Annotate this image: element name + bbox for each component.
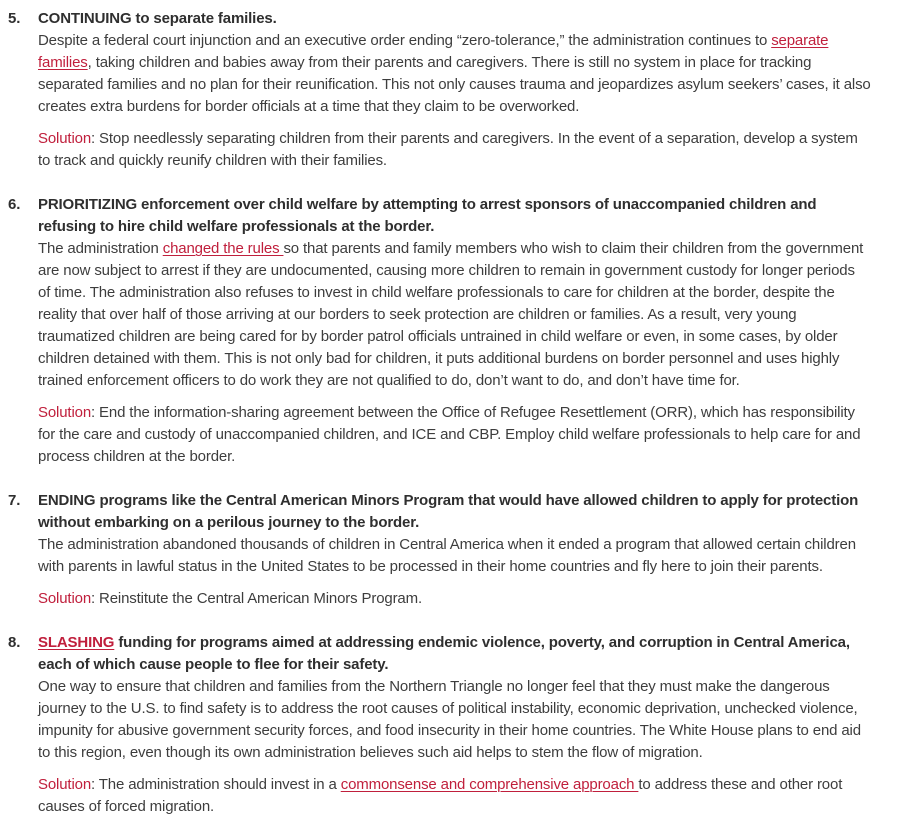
item-body xyxy=(38,534,871,578)
text-run: : Reinstitute the Central American Minors Program. xyxy=(91,590,422,607)
solution-label: Solution xyxy=(38,130,92,147)
item-solution xyxy=(38,128,871,172)
text-run: to address these and other root causes of forced migration. xyxy=(38,776,843,815)
text-run: One way to ensure that children and families from the Northern Triangle no longer feel that they must make the dangerous journey to the U.S. to find safety is to address the root causes of political instability, economic deprivation, unchecked violence, impunity for abusive government security forces, and food insecurity in their home countries. The White House plans to end aid to this region, even though its own administration believes such aid helps to stem the flow of migration. xyxy=(38,678,861,761)
list-item xyxy=(8,632,871,818)
list-item xyxy=(8,8,871,172)
text-run: CONTINUING to separate families. xyxy=(38,10,277,27)
text-run: : Stop needlessly separating children from their parents and caregivers. In the event of a separation, develop a system to track and quickly reunify children with their families. xyxy=(38,130,858,169)
text-run: so that parents and family members who wish to claim their children from the government are now subject to arrest if they are undocumented, causing more children to remain in government custody for longer periods of time. The administration also refuses to invest in child welfare professionals to care for children at the border, despite the reality that over half of those arriving at our borders to seek protection are children or families. As a result, very young traumatized children are being cared for by border patrol officials untrained in child welfare or even, in some cases, by older children detained with them. This is not only bad for children, it puts additional burdens on border personnel and uses highly trained enforcement officers to do work they are not qualified to do, don’t want to do, and don’t have time for. xyxy=(38,240,864,389)
list-item xyxy=(8,490,871,610)
inline-link[interactable]: SLASHING xyxy=(38,634,115,651)
solution-label: Solution xyxy=(38,404,92,421)
text-run: The administration abandoned thousands of children in Central America when it ended a program that allowed certain children with parents in lawful status in the United States to be processed in their home countries and fly here to join their parents. xyxy=(38,536,856,575)
item-number: 6. xyxy=(8,196,21,213)
text-run: : End the information-sharing agreement between the Office of Refugee Resettlement (ORR), which has responsibility for the care and custody of unaccompanied children, and ICE and CBP. Employ child welfare professionals to help care for and process children at the border. xyxy=(38,404,861,465)
item-body xyxy=(38,676,871,764)
text-run: funding for programs aimed at addressing endemic violence, poverty, and corruption in Central America, each of which cause people to flee for their safety. xyxy=(38,634,850,673)
item-solution xyxy=(38,774,871,818)
text-run: : The administration should invest in a xyxy=(91,776,341,793)
list-item xyxy=(8,194,871,468)
text-run: , taking children and babies away from their parents and caregivers. There is still no system in place for tracking separated families and no plan for their reunification. This not only causes trauma and jeopardizes asylum seekers’ cases, it also creates extra burdens for border officials at a time that they claim to be overworked. xyxy=(38,54,871,115)
text-run: The administration xyxy=(38,240,163,257)
item-number: 7. xyxy=(8,492,21,509)
inline-link[interactable]: separate families xyxy=(38,32,829,71)
item-body xyxy=(38,238,871,392)
item-heading xyxy=(38,8,871,30)
item-heading xyxy=(38,632,871,676)
item-heading xyxy=(38,194,871,238)
item-solution xyxy=(38,402,871,468)
text-run: PRIORITIZING enforcement over child welfare by attempting to arrest sponsors of unaccompanied children and refusing to hire child welfare professionals at the border. xyxy=(38,196,817,235)
solution-label: Solution xyxy=(38,776,92,793)
text-run: ENDING programs like the Central American Minors Program that would have allowed children to apply for protection without embarking on a perilous journey to the border. xyxy=(38,492,859,531)
item-number: 5. xyxy=(8,10,21,27)
solution-label: Solution xyxy=(38,590,92,607)
item-heading xyxy=(38,490,871,534)
text-run: Despite a federal court injunction and an executive order ending “zero-tolerance,” the administration continues to xyxy=(38,32,772,49)
item-number: 8. xyxy=(8,634,21,651)
item-body xyxy=(38,30,871,118)
item-solution xyxy=(38,588,871,610)
inline-link[interactable]: changed the rules xyxy=(162,240,284,257)
inline-link[interactable]: commonsense and comprehensive approach xyxy=(340,776,639,793)
